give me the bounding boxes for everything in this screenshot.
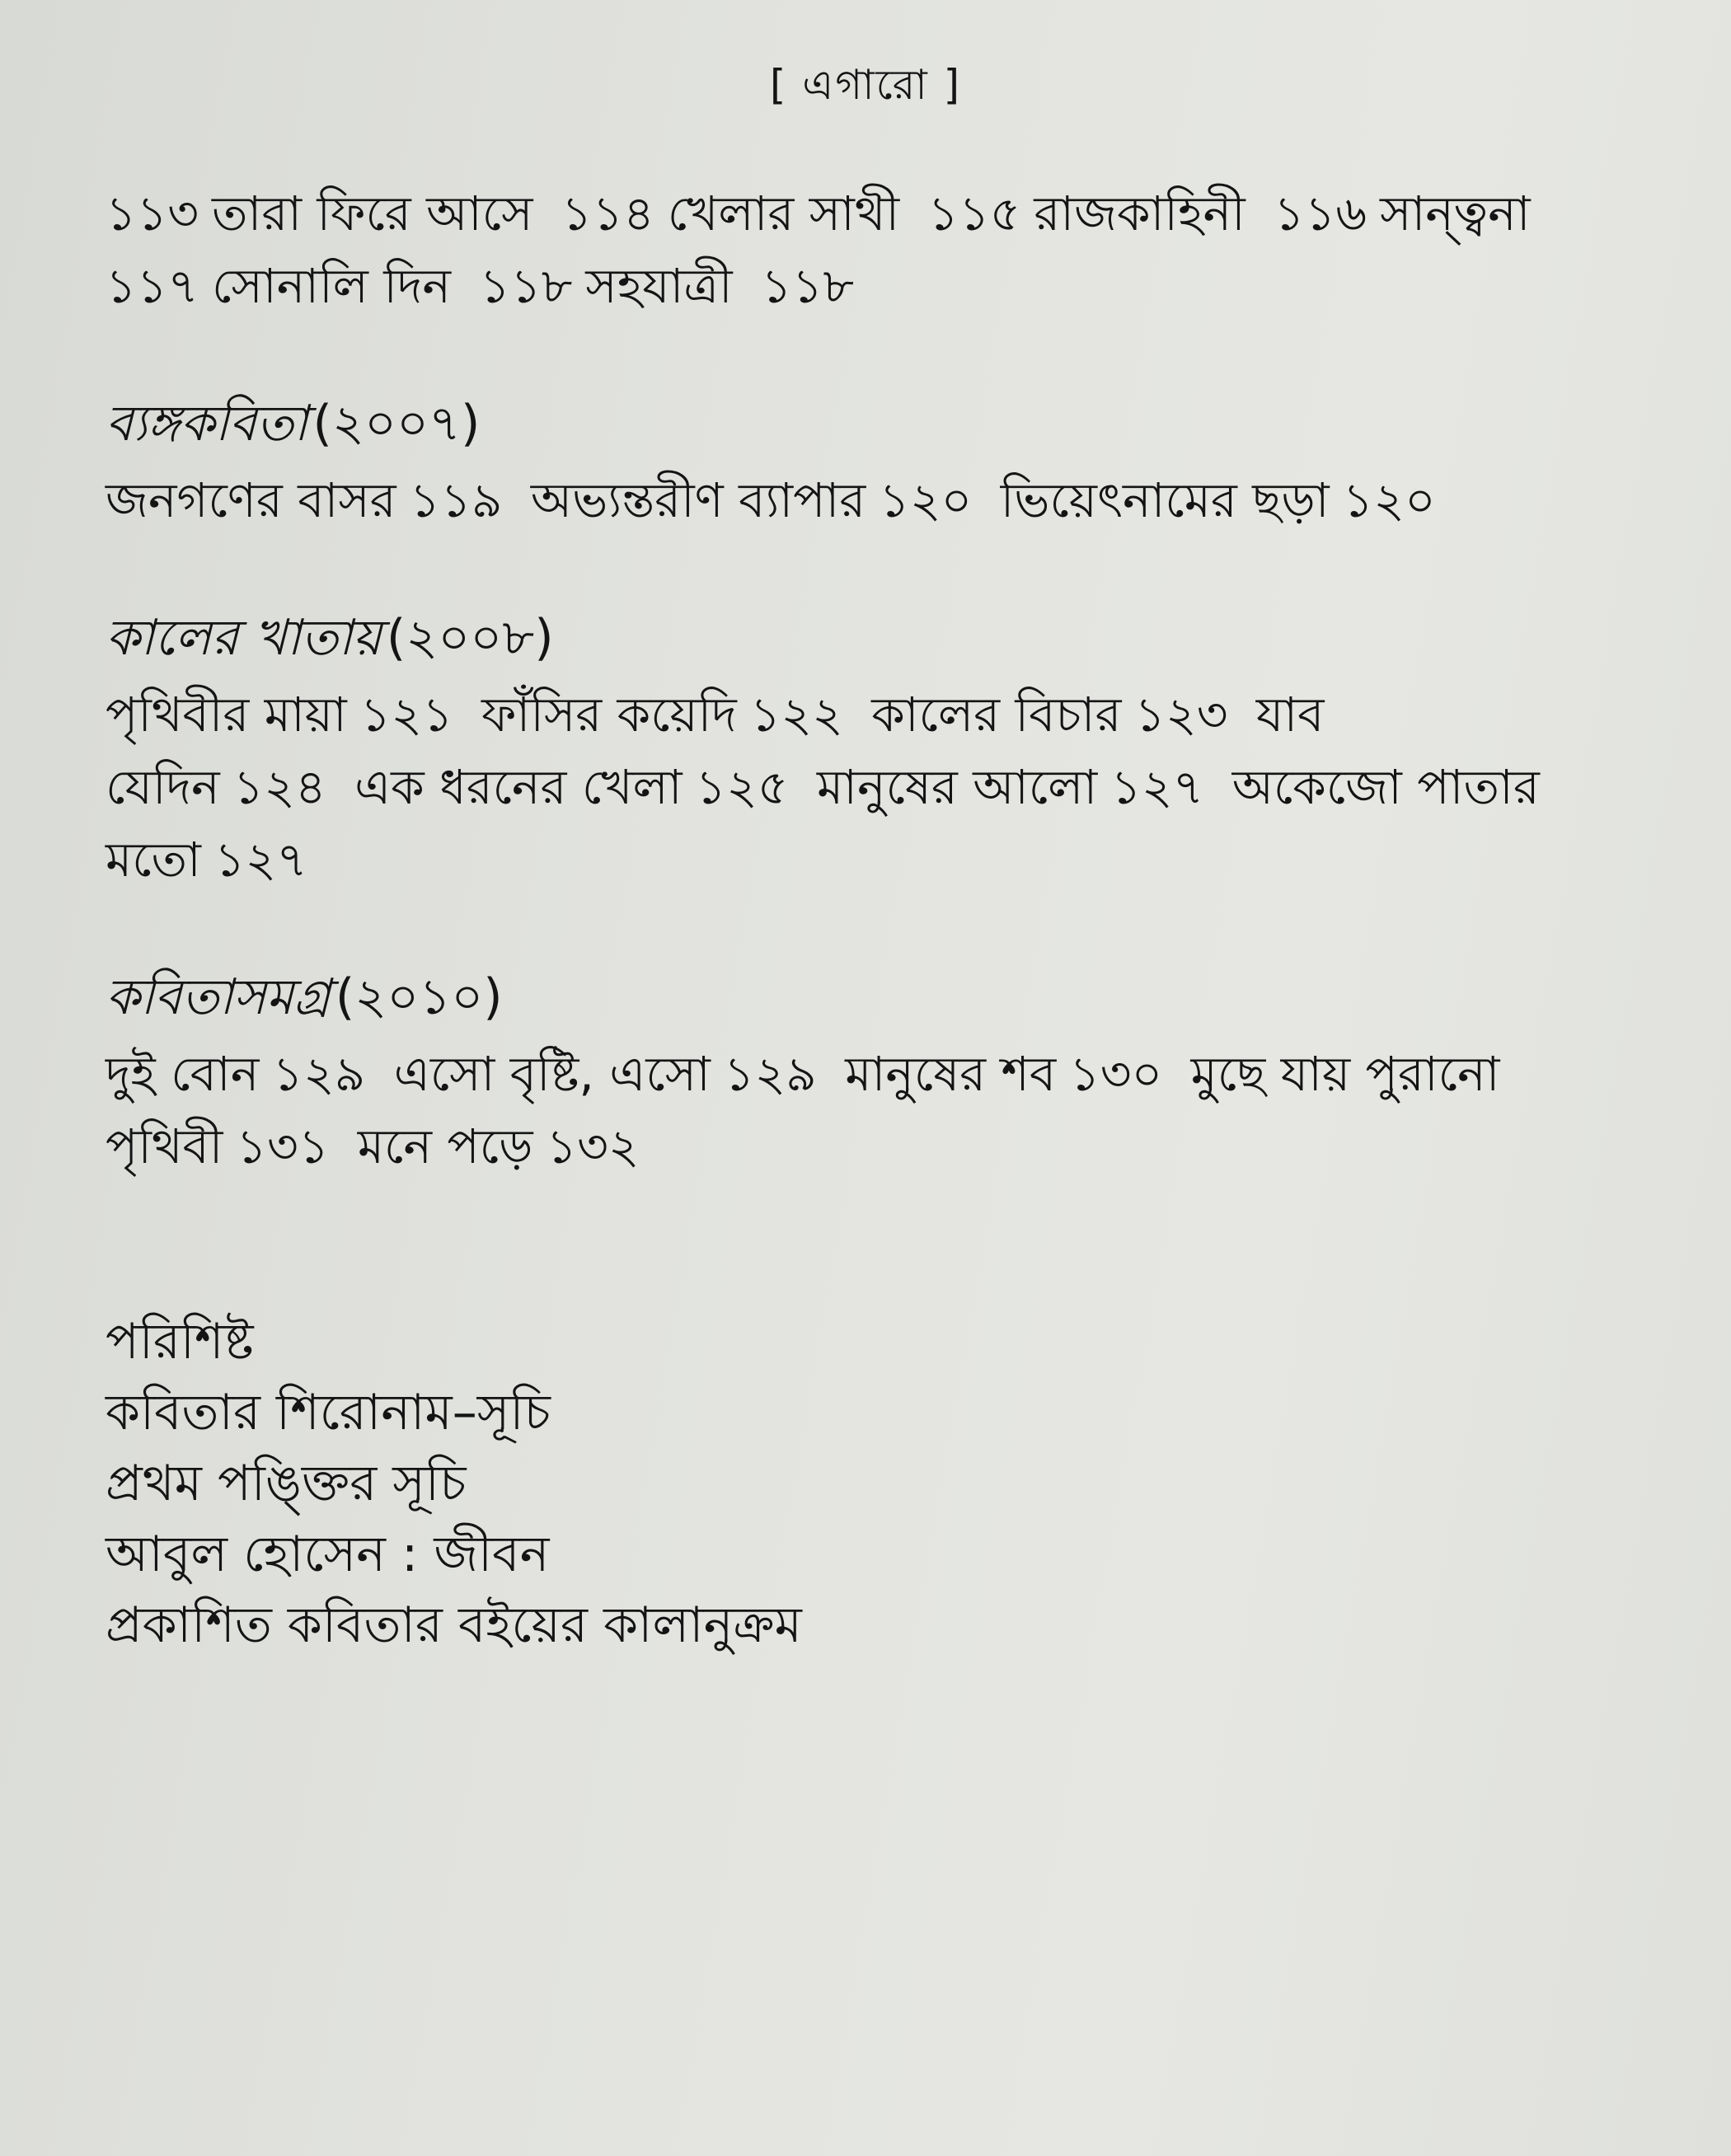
toc-section: [106, 601, 1556, 896]
toc-poem-title: সান্ত্বনা: [1380, 185, 1531, 241]
section-heading: [106, 960, 1556, 1034]
toc-page-number: ১১৪: [561, 185, 654, 241]
toc-poem-title: ফাঁসির কয়েদি: [481, 687, 737, 743]
toc-entry: [106, 472, 515, 528]
toc-entry: [531, 472, 985, 528]
toc-poem-title: খেলার সাথী: [667, 185, 900, 241]
toc-page-number: ১২০: [879, 472, 973, 528]
toc-entries: [106, 678, 1556, 896]
toc-page-number: ১৩১: [236, 1118, 330, 1174]
toc-page-number: ১১৯: [409, 472, 503, 528]
book-year: (২০১০): [335, 968, 503, 1026]
toc-poem-title: মানুষের আলো: [816, 759, 1098, 815]
toc-poem-title: তারা ফিরে আসে: [211, 185, 533, 241]
book-title: ব্যঙ্গকবিতা: [106, 395, 308, 452]
toc-poem-title: সোনালি দিন: [211, 258, 452, 314]
toc-entry: [106, 1046, 378, 1102]
toc-page-number: ১২৭: [1110, 759, 1204, 815]
book-year: (২০০৮): [386, 609, 554, 667]
section-heading: [106, 601, 1556, 675]
toc-entry: [927, 185, 1258, 241]
toc-entry: [481, 687, 856, 743]
page-number: [ এগারো ]: [769, 61, 962, 109]
toc-page-number: ১১৫: [927, 185, 1021, 241]
toc-page-number: ১২৯: [272, 1046, 366, 1102]
toc-page-number: ১৩০: [1069, 1046, 1163, 1102]
appendix-item: প্রথম পঙ্ক্তির সূচি: [106, 1455, 467, 1512]
toc-poem-title: এক ধরনের খেলা: [354, 759, 683, 815]
toc-poem-title: সহযাত্রী: [585, 258, 733, 314]
toc-poem-title: মানুষের শব: [845, 1046, 1057, 1102]
toc-entry: [358, 1118, 653, 1174]
toc-entries-continued: [106, 177, 1556, 322]
appendix: [106, 1306, 1556, 1661]
appendix-heading: পরিশিষ্ট: [106, 1313, 254, 1371]
toc-poem-title: অভ্যন্তরীণ ব্যাপার: [530, 472, 866, 528]
toc-page-number: ১২৭: [213, 832, 307, 888]
toc-section: [106, 387, 1556, 537]
toc-page-number: ১২৪: [232, 759, 326, 815]
toc-entry: [1274, 185, 1543, 241]
toc-poem-title: এসো বৃষ্টি, এসো: [393, 1046, 711, 1102]
toc-page-number: ১২৩: [1134, 687, 1228, 743]
toc-entry: [394, 1046, 830, 1102]
toc-entry: [561, 185, 912, 241]
book-year: (২০০৭): [312, 395, 481, 452]
toc-entry: [761, 258, 867, 314]
toc-page-number: ১১৭: [106, 258, 199, 314]
toc-page-number: ১১৮: [479, 258, 573, 314]
toc-page-number: ১১৮: [761, 258, 854, 314]
appendix-item: কবিতার শিরোনাম–সূচি: [106, 1384, 551, 1441]
toc-page-number: ১২২: [749, 687, 843, 743]
book-title: কবিতাসমগ্র: [106, 968, 331, 1026]
toc-poem-title: মুছে যায় পুরানো পৃথিবী: [106, 1046, 1500, 1174]
toc-entry: [845, 1046, 1175, 1102]
toc-entry: [354, 759, 801, 815]
toc-entry: [1001, 472, 1449, 528]
toc-entry: [479, 258, 745, 314]
toc-poem-title: দুই বোন: [106, 1046, 260, 1102]
toc-poem-title: যাব যেদিন: [106, 687, 1325, 815]
toc-page-number: ১২০: [1342, 472, 1436, 528]
section-heading: [106, 387, 1556, 461]
toc-entry: [106, 258, 464, 314]
toc-poem-title: পৃথিবীর মায়া: [106, 687, 347, 743]
toc-entry: [817, 759, 1217, 815]
toc-poem-title: মনে পড়ে: [357, 1118, 533, 1174]
toc-entry: [106, 185, 546, 241]
toc-poem-title: অকেজো পাতার মতো: [106, 759, 1540, 888]
toc-entries: [106, 464, 1556, 537]
toc-section: [106, 960, 1556, 1183]
toc-entry: [871, 687, 1241, 743]
toc-poem-title: কালের বিচার: [871, 687, 1122, 743]
toc-poem-title: ভিয়েৎনামের ছড়া: [1000, 472, 1330, 528]
toc-poem-title: জনগণের বাসর: [106, 472, 396, 528]
toc-page-number: ১১৩: [106, 185, 199, 241]
appendix-item: আবুল হোসেন : জীবন: [106, 1526, 550, 1583]
book-title: কালের খাতায়: [106, 609, 382, 667]
toc-page-number: ১১৬: [1274, 185, 1367, 241]
toc-page-number: ১৩২: [546, 1118, 640, 1174]
toc-poem-title: রাজকাহিনী: [1034, 185, 1245, 241]
toc-entry: [106, 687, 467, 743]
toc-page-number: ১২৫: [695, 759, 789, 815]
toc-page-number: ১২৯: [723, 1046, 817, 1102]
toc-entries: [106, 1038, 1556, 1183]
table-of-contents: [106, 177, 1556, 1661]
toc-page-number: ১২১: [359, 687, 453, 743]
appendix-item: প্রকাশিত কবিতার বইয়ের কালানুক্রম: [106, 1596, 802, 1654]
